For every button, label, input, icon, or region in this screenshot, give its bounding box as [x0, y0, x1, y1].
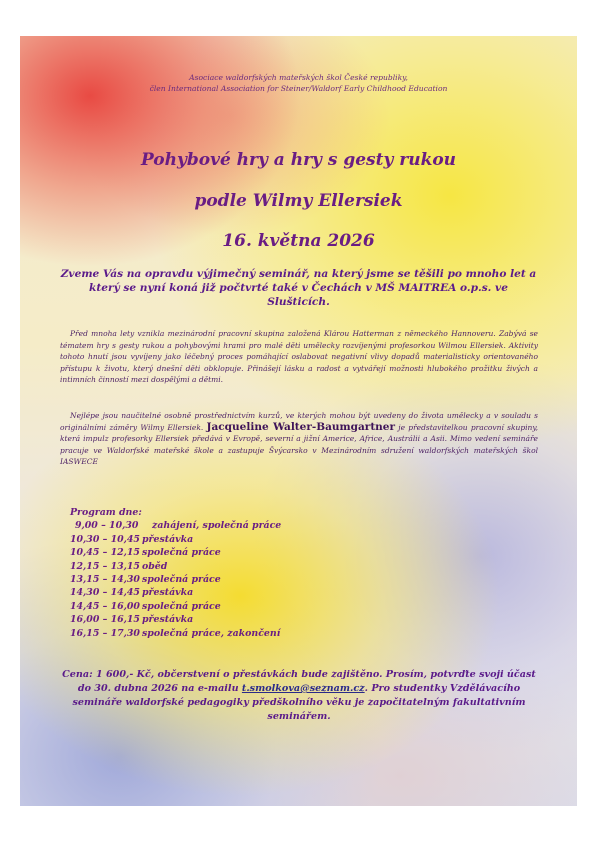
association-line-2: člen International Association for Steiner/Waldorf Early Childhood Education [149, 84, 448, 93]
price-registration-info [60, 668, 538, 724]
program-time: 16,15 – 17,30 [70, 627, 140, 639]
program-time: 14,45 – 16,00 [70, 600, 140, 612]
contact-email-link[interactable]: t.smolkova@seznam.cz [241, 683, 365, 694]
program-time: 9,00 – 10,30 [75, 520, 139, 532]
program-activity: společná práce [142, 547, 221, 559]
flyer-page [20, 36, 577, 806]
event-date: 16. května 2026 [222, 231, 375, 251]
title-line-2: podle Wilmy Ellersiek [194, 191, 403, 211]
lecturer-paragraph [60, 410, 538, 468]
intro-paragraph: Před mnoha lety vznikla mezinárodní pracovní skupina založená Klárou Hatterman z německého Hannoveru. Zabývá se tématem hry s gesty rukou a pohybovými hrami pro malé děti umělecky rozvíjenými profesorkou Wilmou Ellersiek. Aktivity tohoto hnutí jsou vyvíjeny jako léčebný proces pomáhající oslabovat negativní vlivy dopadů materialisticky orientovaného přístupu k životu, který dnešní děti obklopuje. Přinášejí lásku a radost a vytvářejí možnosti hlubokého prožitku živých a intimních činností mezi dospělými a dětmi. [60, 329, 538, 385]
price-text: Cena: 1 600,- Kč, občerstvení o přestávkách bude zajištěno. Prosím, potvrďte svoji účast do 30. dubna 2026 na e-mailu [62, 669, 536, 694]
program-activity: společná práce [142, 574, 221, 586]
program-activity: společná práce, zakončení [142, 627, 281, 639]
association-header [20, 72, 577, 94]
student-note: . Pro studentky Vzdělávacího semináře waldorfské pedagogiky předškolního věku je započitatelným fakultativním seminářem. [72, 683, 526, 722]
program-heading: Program dne: [70, 507, 142, 518]
program-row [70, 560, 370, 573]
program-activity: zahájení, společná práce [152, 520, 282, 532]
title-line-1: Pohybové hry a hry s gesty rukou [140, 150, 457, 170]
invitation-text: Zveme Vás na opravdu výjimečný seminář, na který jsme se těšili po mnoho let a který se nyní koná již počtvrté také v Čechách v MŠ MAITREA o.p.s. ve Slušticích. [60, 268, 537, 308]
program-activity: přestávka [142, 533, 194, 545]
program-time: 16,00 – 16,15 [70, 614, 140, 626]
program-row [70, 613, 370, 626]
program-row [70, 533, 370, 546]
program-time: 10,30 – 10,45 [70, 533, 140, 545]
program-time: 14,30 – 14,45 [70, 587, 140, 599]
program-time: 10,45 – 12,15 [70, 547, 140, 559]
program-activity: společná práce [142, 600, 221, 612]
program-time: 13,15 – 14,30 [70, 574, 140, 586]
program-row [70, 546, 370, 559]
program-row [70, 519, 370, 532]
program-activity: přestávka [142, 587, 194, 599]
program-row [70, 573, 370, 586]
program-time: 12,15 – 13,15 [70, 560, 140, 572]
lecturer-name: Jacqueline Walter-Baumgartner [206, 420, 396, 433]
program-activity: oběd [142, 560, 168, 572]
association-line-1: Asociace waldorfských mateřských škol České republiky, [189, 73, 408, 82]
program-row [70, 586, 370, 599]
program-row [70, 600, 370, 613]
lecturer-paragraph-start: Nejlépe jsou naučitelné osobně prostřednictvím kurzů, ve kterých mohou být uvedeny do života umělecky a v souladu s originálními záměry Wilmy Ellersiek. [60, 411, 538, 432]
program-schedule [70, 506, 370, 640]
lecturer-paragraph-end: je představitelkou pracovní skupiny, která impulz profesorky Ellersiek předává v Evropě, severní a jižní Americe, Africe, Austrálii a Asii. Mimo vedení semináře pracuje ve Waldorfské mateřské škole a zastupuje Švýcarsko v Mezinárodním sdružení waldorfských mateřských škol IASWECE [60, 422, 538, 467]
program-row [70, 627, 370, 640]
program-activity: přestávka [142, 614, 194, 626]
